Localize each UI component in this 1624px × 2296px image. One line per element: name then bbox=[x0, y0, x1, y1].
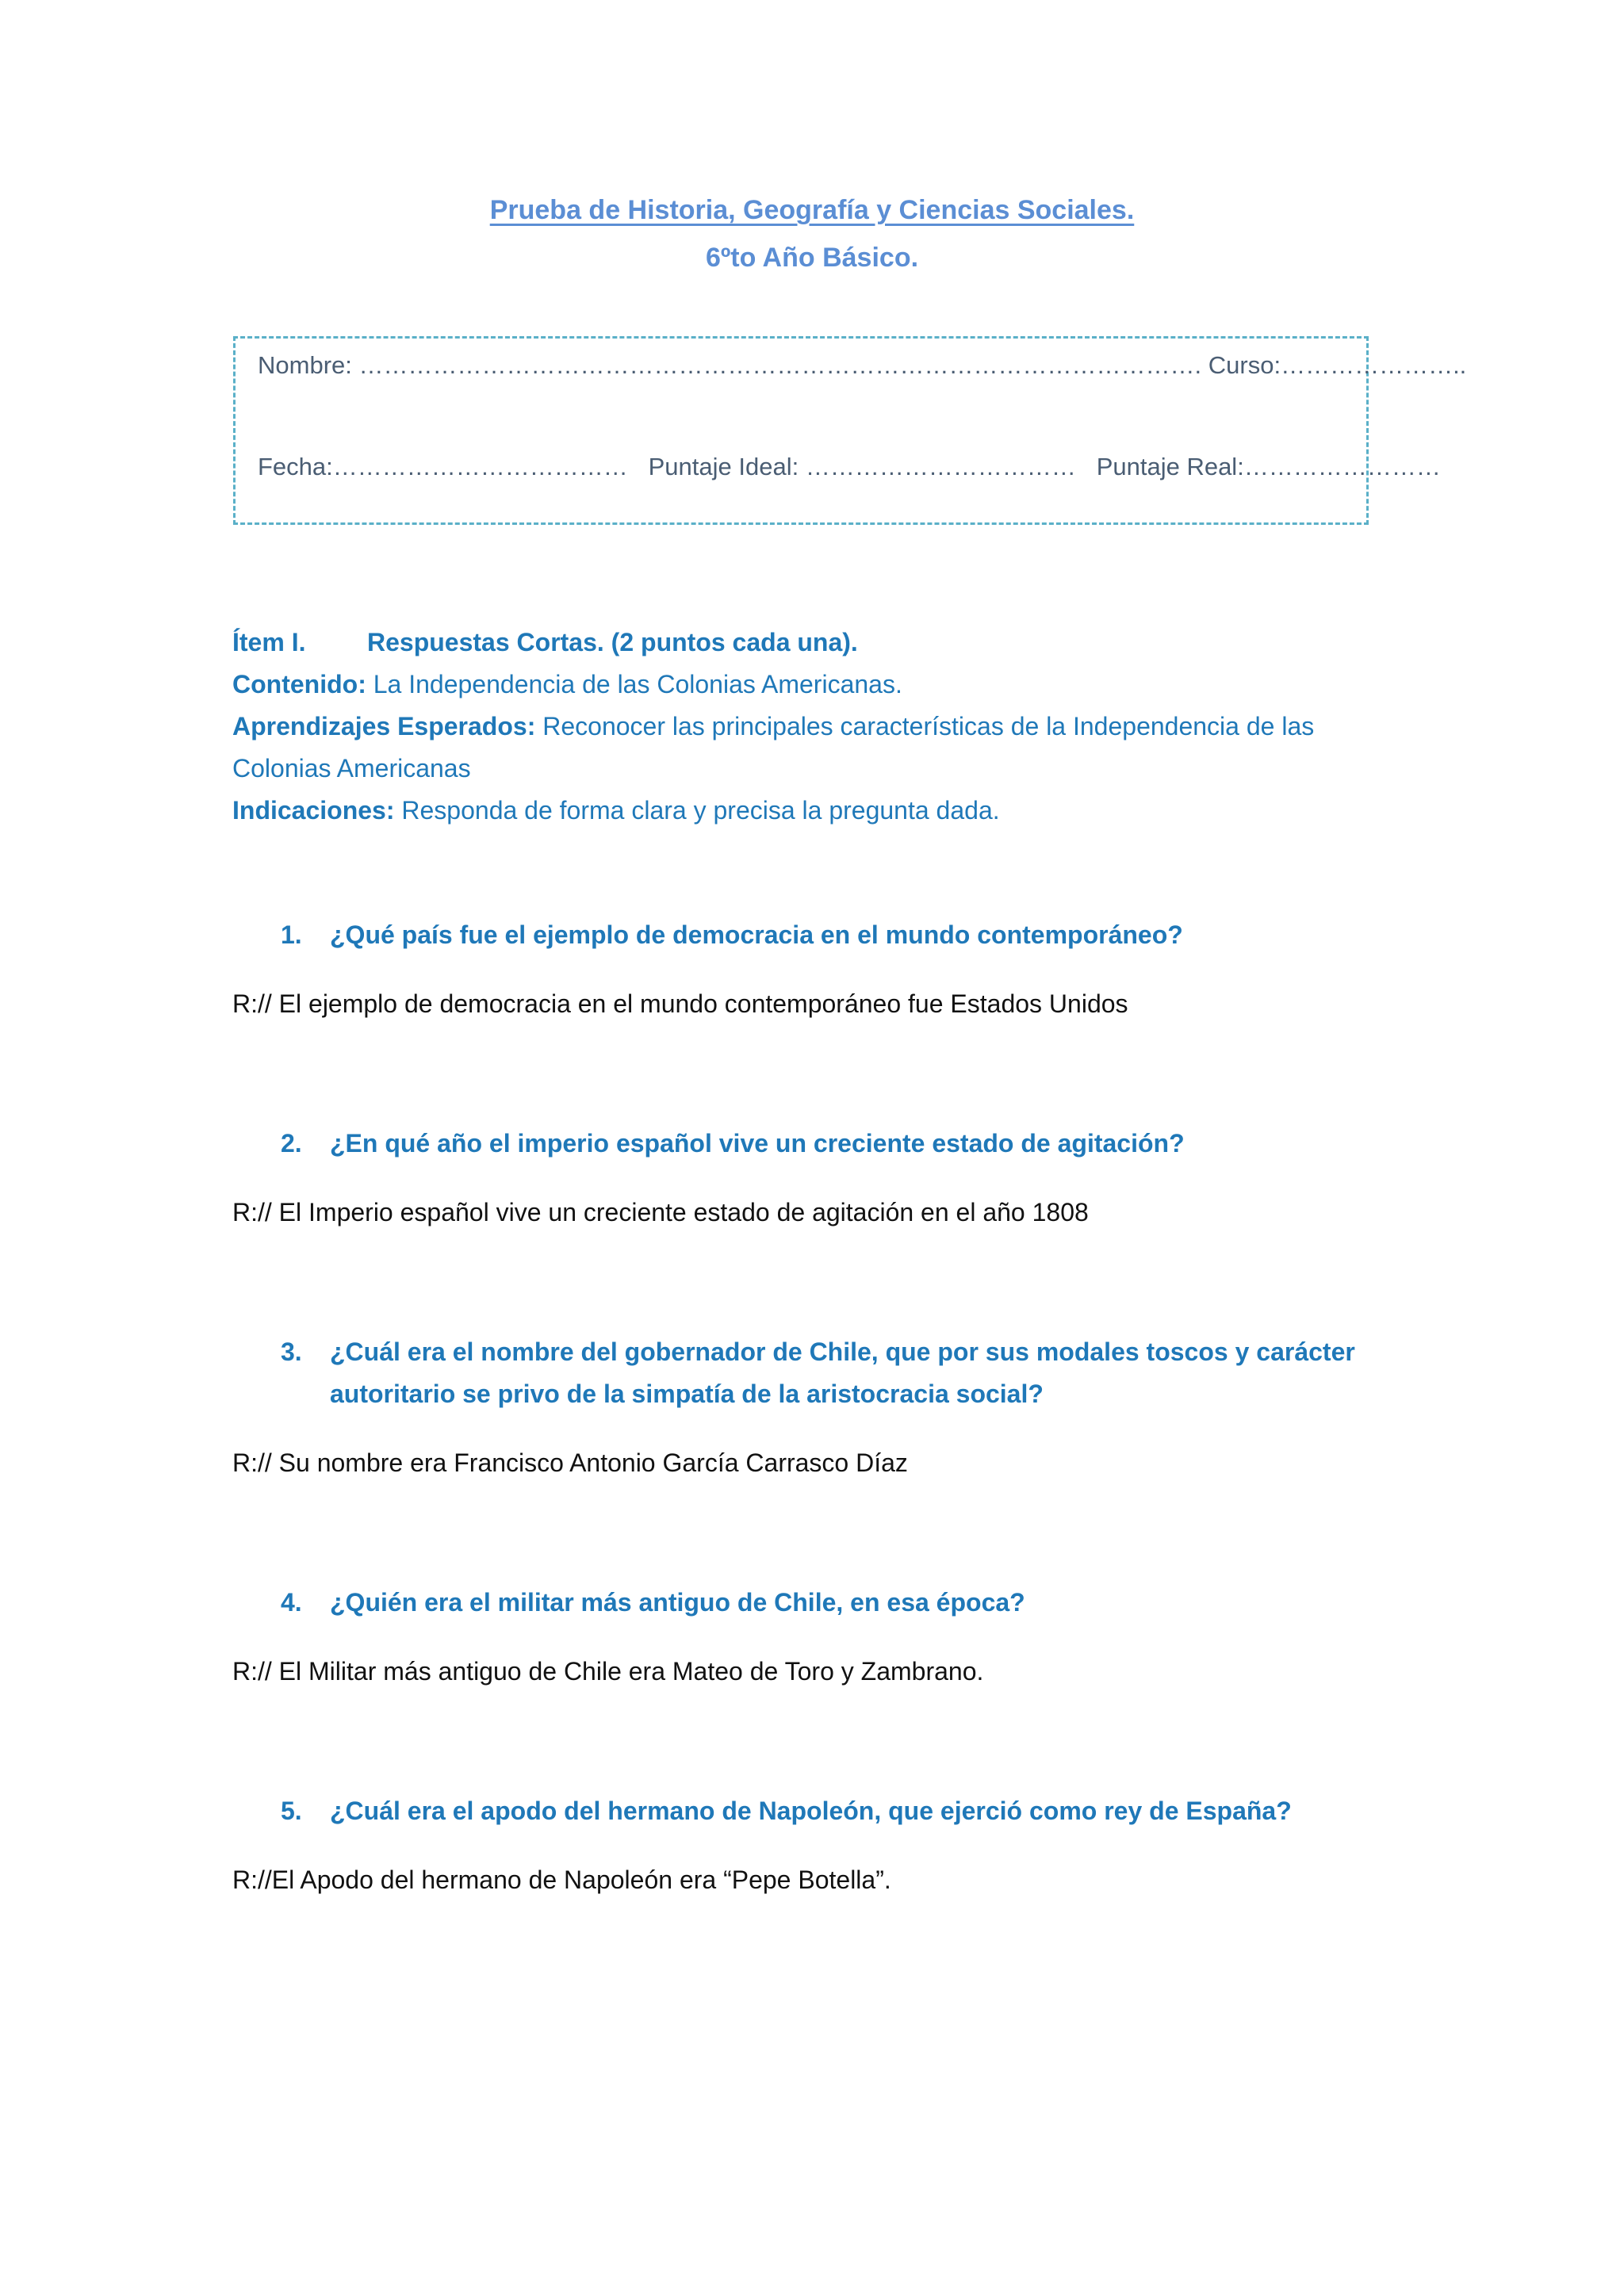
question-number: 5. bbox=[281, 1797, 302, 1825]
real-score-field[interactable]: …………………… bbox=[1243, 453, 1441, 480]
question-text: ¿Cuál era el apodo del hermano de Napoleón, que ejerció como rey de España? bbox=[330, 1797, 1292, 1825]
name-field[interactable]: …………………………………………………………………………………………. bbox=[358, 351, 1202, 379]
question-number: 2. bbox=[281, 1129, 302, 1158]
answer-2: R:// El Imperio español vive un creciente estado de agitación en el año 1808 bbox=[232, 1198, 1089, 1226]
item-label: Ítem I. bbox=[232, 628, 306, 656]
real-score-label: Puntaje Real: bbox=[1096, 453, 1244, 480]
question-number: 1. bbox=[281, 920, 302, 949]
question-text: ¿Quién era el militar más antiguo de Chile, en esa época? bbox=[330, 1588, 1025, 1617]
section-header bbox=[232, 622, 1390, 832]
question-text: ¿Cuál era el nombre del gobernador de Chile, que por sus modales toscos y carácter autoritario se privo de la simpatía de la aristocracia social? bbox=[330, 1337, 1355, 1408]
content-line bbox=[232, 664, 1390, 706]
ideal-score-field[interactable]: …………………………… bbox=[805, 453, 1076, 480]
instructions-line bbox=[232, 790, 1390, 832]
question-1 bbox=[281, 914, 1391, 956]
answer-4: R:// El Militar más antiguo de Chile era Mateo de Toro y Zambrano. bbox=[232, 1657, 984, 1686]
content-label: Contenido: bbox=[232, 670, 366, 698]
course-field[interactable]: ………………….. bbox=[1281, 351, 1467, 379]
question-3 bbox=[281, 1331, 1391, 1415]
info-line-date-score bbox=[258, 453, 1441, 481]
instructions-label: Indicaciones: bbox=[232, 796, 395, 825]
instructions-text: Responda de forma clara y precisa la pregunta dada. bbox=[401, 796, 1000, 825]
ideal-score-label: Puntaje Ideal: bbox=[648, 453, 799, 480]
question-number: 3. bbox=[281, 1337, 302, 1366]
document-subtitle: 6ºto Año Básico. bbox=[705, 243, 919, 273]
info-line-name-course bbox=[258, 351, 1466, 380]
content-text: La Independencia de las Colonias Americanas. bbox=[373, 670, 902, 698]
name-label: Nombre: bbox=[258, 351, 352, 379]
question-5 bbox=[281, 1790, 1391, 1832]
learning-label: Aprendizajes Esperados: bbox=[232, 712, 536, 740]
question-2 bbox=[281, 1123, 1391, 1165]
date-label: Fecha: bbox=[258, 453, 333, 480]
answer-5: R://El Apodo del hermano de Napoleón era “Pepe Botella”. bbox=[232, 1866, 891, 1894]
learning-line bbox=[232, 706, 1390, 790]
question-number: 4. bbox=[281, 1588, 302, 1617]
item-heading bbox=[232, 622, 1390, 664]
date-field[interactable]: ……………………………… bbox=[332, 453, 628, 480]
student-info-box bbox=[233, 336, 1467, 525]
question-text: ¿Qué país fue el ejemplo de democracia en el mundo contemporáneo? bbox=[330, 920, 1183, 949]
answer-1: R:// El ejemplo de democracia en el mundo contemporáneo fue Estados Unidos bbox=[232, 989, 1128, 1018]
learning-text: Reconocer las principales características de la Independencia de las Colonias Americanas bbox=[232, 712, 1315, 783]
answer-3: R:// Su nombre era Francisco Antonio García Carrasco Díaz bbox=[232, 1448, 908, 1477]
document-title: Prueba de Historia, Geografía y Ciencias Sociales. bbox=[489, 195, 1135, 225]
question-text: ¿En qué año el imperio español vive un creciente estado de agitación? bbox=[330, 1129, 1185, 1158]
question-4 bbox=[281, 1582, 1391, 1624]
course-label: Curso: bbox=[1208, 351, 1281, 379]
item-title: Respuestas Cortas. (2 puntos cada una). bbox=[367, 628, 858, 656]
